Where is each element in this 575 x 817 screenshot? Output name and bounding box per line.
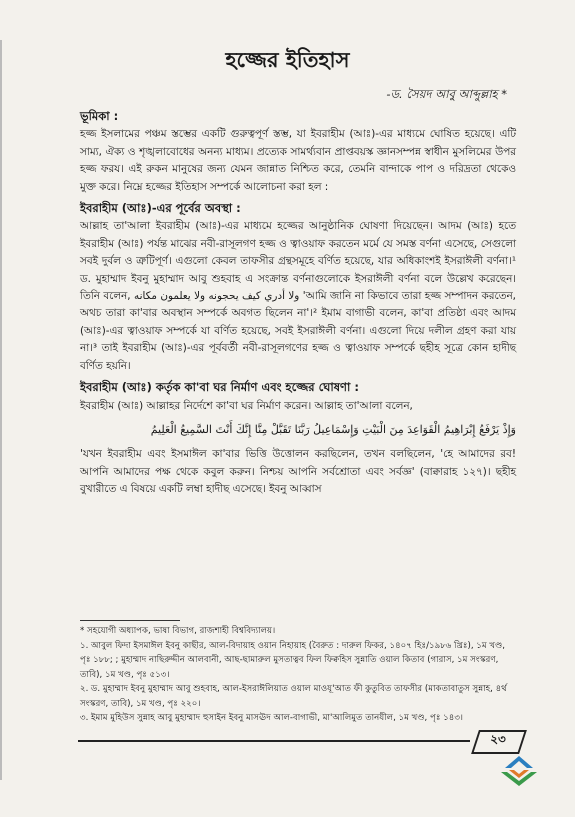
page-left-edge (0, 40, 8, 780)
article-author: -ড. সৈয়দ আবু আব্দুল্লাহ * (386, 87, 507, 101)
section-paragraph-pre-ibrahim: আল্লাহ তা'আলা ইবরাহীম (আঃ)-এর মাধ্যমে হজ্জের আনুষ্ঠানিক ঘোষণা দিয়েছেন। আদম (আঃ) হতে ইবরাহীম (আঃ) পর্যন্ত মাঝের নবী-রাসূলগণ হজ্জ ও ত্বাওয়াফ করতেন মর্মে যে সমস্ত বর্ণনা এসেছে, সেগুলো সবই দুর্বল ও ত্রুটিপূর্ণ। এগুলো কেবল তাফসীর গ্রন্থসমূহে বর্ণিত হয়েছে, যার অধিকাংশই ইসরাঈলী বর্ণনা।¹ ড. মুহাম্মাদ ইবনু মুহাম্মাদ আবু শুহবাহ এ সংক্রান্ত বর্ণনাগুলোকে ইসরাঈলী বর্ণনা বলে উল্লেখ করেছেন। তিনি বলেন, ولا أدري كيف يحجونه ولا يعلمون مكانه 'আমি জানি না কিভাবে তারা হজ্জ সম্পাদন করতেন, অথচ তারা কা'বার অবস্থান সম্পর্কে অবগত ছিলেন না'।² ইমাম বাগাভী বলেন, কা'বা প্রতিষ্ঠা এবং আদম (আঃ)-এর ত্বাওয়াফ সম্পর্কে যা বর্ণিত হয়েছে, সবই ইসরাঈলী বর্ণনা। এগুলো দিয়ে দলীল গ্রহণ করা যায় না।³ তাই ইবরাহীম (আঃ)-এর পূর্ববর্তী নবী-রাসূলগণের হজ্জ ও ত্বাওয়াফ সম্পর্কে ছহীহ সূত্রে কোন হাদীছ বর্ণিত হয়নি। (80, 220, 516, 372)
article-title: হজ্জের ইতিহাস (225, 47, 350, 72)
footnote-1: ১. আবুল ফিদা ইসমাঈল ইবনু কাছীর, আল-বিদায়াহ ওয়ান নিহায়াহ (বৈরুত : দারুল ফিকর, ১৪০৭ হিঃ/১৯৮৬ খ্রিঃ), ১ম খণ্ড, পৃঃ ১৮৮; ; মুহাম্মাদ নাছিরুদ্দীন আলবানী, আছ-ছামারুল মুসতাত্বব ফিল ফিক্বহিস সুন্নাতি ওয়াল কিতাব (গারাস, ১ম সংস্করণ, তাবি), ১ম খণ্ড, পৃঃ ৫১৩। (80, 640, 506, 680)
footnote-2: ২. ড. মুহাম্মাদ ইবনু মুহাম্মাদ আবু শুহবাহ, আল-ইসরাঈলিয়াত ওয়াল মাওযূ'আত ফী কুতুবিত তাফসীর (মাকতাবাতুস সুন্নাহ, ৪র্থ সংস্করণ, তাবি), ১ম খণ্ড, পৃঃ ২২০। (80, 684, 507, 709)
page-number: ২৩ (490, 732, 506, 746)
article-body (80, 104, 516, 503)
arrow-chevron-logo-icon (493, 752, 545, 792)
section-paragraph-kaaba-construction: ইবরাহীম (আঃ) আল্লাহর নির্দেশে কা'বা ঘর নির্মাণ করেন। আল্লাহ তা'আলা বলেন, (80, 399, 413, 412)
page-footer-rule (78, 740, 470, 742)
section-heading-intro: ভূমিকা : (80, 109, 119, 123)
section-paragraph-verse-translation: 'যখন ইবরাহীম এবং ইসমাঈল কা'বার ভিত্তি উত্তোলন করছিলেন, তখন বলছিলেন, 'হে আমাদের রব! আপনি আমাদের পক্ষ থেকে কবুল করুন। নিশ্চয় আপনি সর্বশ্রোতা এবং সর্বজ্ঞ' (বাক্বারাহ ১২৭)। ছহীহ বুখারীতে এ বিষয়ে একটি লম্বা হাদীছ এসেছে। ইবনু আব্বাস (80, 448, 516, 496)
footnote-divider (80, 620, 180, 621)
section-heading-pre-ibrahim: ইবরাহীম (আঃ)-এর পূর্বের অবস্থা : (80, 201, 241, 216)
quran-verse: وَإِذْ يَرْفَعُ إِبْرَاهِيمُ الْقَوَاعِدَ مِنَ الْبَيْتِ وَإِسْمَاعِيلُ رَبَّنَا تَقَبَّلْ مِنَّا إِنَّكَ أَنْتَ السَّمِيعُ الْعَلِيمُ (150, 422, 516, 436)
footnote-author: * সহযোগী অধ্যাপক, ভাষা বিভাগ, রাজশাহী বিশ্ববিদ্যালয়। (80, 626, 276, 636)
section-heading-kaaba-construction: ইবরাহীম (আঃ) কর্তৃক কা'বা ঘর নির্মাণ এবং হজ্জের ঘোষণা : (80, 380, 359, 395)
section-paragraph-intro: হজ্জ ইসলামের পঞ্চম স্তম্ভের একটি গুরুত্বপূর্ণ স্তম্ভ, যা ইবরাহীম (আঃ)-এর মাধ্যমে ঘোষিত হয়েছে। এটি সাম্য, ঐক্য ও শৃঙ্খলাবোধের অনন্য মাধ্যম। প্রত্যেক সামর্থ্যবান প্রাপ্তবয়স্ক জ্ঞানসম্পন্ন স্বাধীন মুসলিমের উপর হজ্জ ফরয। এই রুকন মানুষের জন্য যেমন জান্নাত নিশ্চিত করে, তেমনি বান্দাকে পাপ ও দরিদ্রতা থেকেও মুক্ত করে। নিম্নে হজ্জের ইতিহাস সম্পর্কে আলোচনা করা হল : (80, 128, 516, 193)
footnote-3: ৩. ইমাম মুহিউস সুন্নাহ আবু মুহাম্মাদ হুসাইন ইবনু মাসঊদ আল-বাগাভী, মা'আলিমুত তানযীল, ১ম খণ্ড, পৃঃ ১৪৩। (80, 713, 463, 723)
footnotes (80, 624, 510, 726)
